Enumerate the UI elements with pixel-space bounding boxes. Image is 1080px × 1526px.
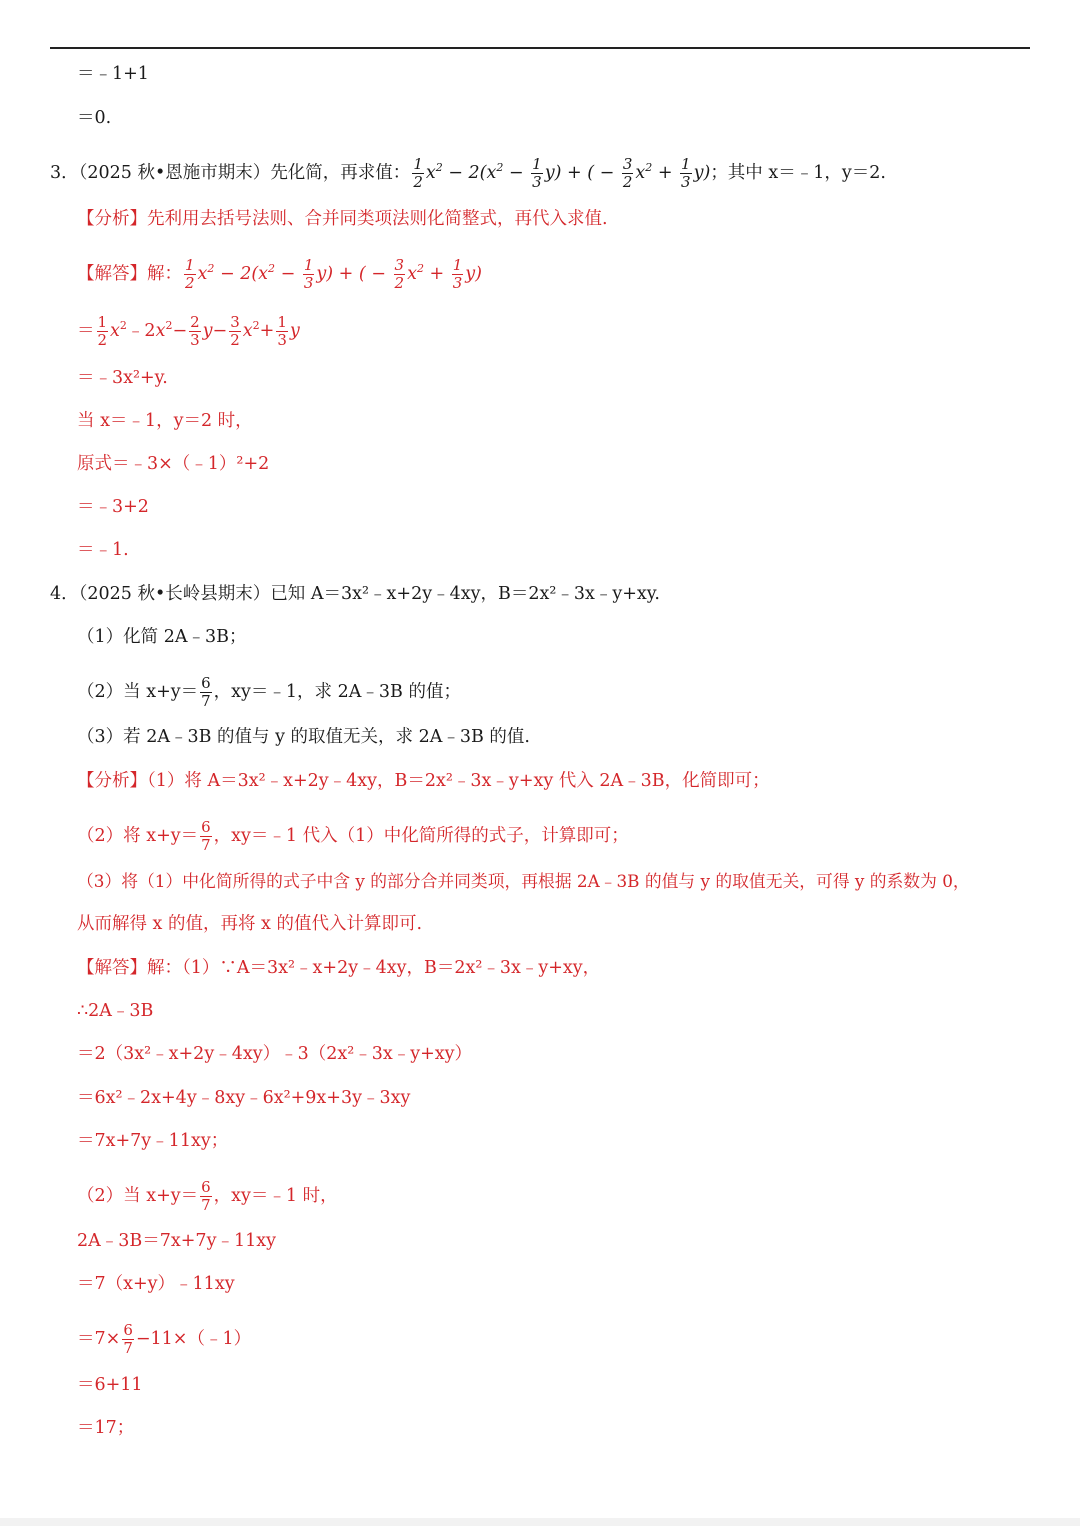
prev-result-line: ＝0. [77, 108, 112, 128]
q4-solution-1-text: 解：（1）∵A＝3x²﹣x+2y﹣4xy，B＝2x²﹣3x﹣y+xy， [147, 958, 601, 978]
q4-stem [50, 582, 660, 606]
q4-analysis-2-pre: （2）将 x+y＝ [77, 826, 199, 846]
q3-source: （2025 秋•恩施市期末） [78, 163, 271, 183]
q4-part2-pre: （2）当 x+y＝ [77, 682, 199, 702]
q4-part1: （1）化简 2A﹣3B； [77, 627, 247, 647]
q4-number: 4． [50, 584, 79, 604]
q4-analysis-1-text: （1）将 A＝3x²﹣x+2y﹣4xy，B＝2x²﹣3x﹣y+xy 代入 2A﹣3B，化简即可； [147, 771, 770, 791]
q4-solution-2: ∴2A﹣3B [77, 1001, 154, 1021]
q4-solution-5: ＝7x+7y﹣11xy； [77, 1131, 229, 1151]
q4-solution-7: 2A﹣3B＝7x+7y﹣11xy [77, 1231, 276, 1251]
analysis-tag: 【分析】 [77, 209, 147, 229]
q4-analysis-2-post: ，xy＝﹣1 代入（1）中化简所得的式子，计算即可； [213, 826, 629, 846]
q4-solution-9-pre: ＝7× [77, 1329, 121, 1349]
q4-solution-1 [77, 956, 600, 980]
q3-stem-text: 先化简，再求值： [270, 163, 411, 183]
q4-part2-post: ，xy＝﹣1，求 2A﹣3B 的值； [213, 682, 461, 702]
q3-when: 当 x＝﹣1，y＝2 时， [77, 411, 253, 431]
q4-analysis-2: （2）将 x+y＝ $\frac{6}{7}$ ，xy＝﹣1 代入（1）中化简所得的式子，计算即可； [77, 818, 629, 854]
q3-expression: $\frac{1}{2}$ $x^2 - 2(x^2$ − $\frac{1}{3}$ y) + ( − $\frac{3}{2}$ $x^2$ + $\frac{1}{3}$ y) [413, 155, 711, 191]
q3-tail-prefix: ；其中 [710, 163, 769, 183]
q4-analysis-3b: 从而解得 x 的值，再将 x 的值代入计算即可. [77, 914, 423, 934]
q4-analysis-1 [77, 769, 770, 793]
prev-step-line: ＝﹣1+1 [77, 64, 149, 84]
q4-solution-3: ＝2（3x²﹣x+2y﹣4xy）﹣3（2x²﹣3x﹣y+xy） [77, 1044, 473, 1064]
q3-stem [50, 157, 886, 190]
q3-solution-intro: 解： [147, 264, 182, 284]
analysis-tag: 【分析】 [77, 771, 147, 791]
page-bottom-edge [0, 1518, 1080, 1526]
q4-analysis-3: （3）将（1）中化简所得的式子中含 y 的部分合并同类项，再根据 2A﹣3B 的值与 y 的取值无关，可得 y 的系数为 0， [77, 871, 970, 891]
q4-solution-10: ＝6+11 [77, 1375, 143, 1395]
header-rule [50, 47, 1030, 49]
q3-step-result: ＝﹣3x²+y. [77, 368, 168, 388]
q4-solution-4: ＝6x²﹣2x+4y﹣8xy﹣6x²+9x+3y﹣3xy [77, 1088, 411, 1108]
q4-solution-6: （2）当 x+y＝ $\frac{6}{7}$ ，xy＝﹣1 时， [77, 1178, 338, 1214]
q4-part3: （3）若 2A﹣3B 的值与 y 的取值无关，求 2A﹣3B 的值. [77, 727, 530, 747]
q3-original: 原式＝﹣3×（﹣1）²+2 [77, 454, 270, 474]
q4-solution-6-pre: （2）当 x+y＝ [77, 1186, 199, 1206]
solution-tag: 【解答】 [77, 264, 147, 284]
q4-source: （2025 秋•长岭县期末） [78, 584, 271, 604]
q3-tail-values: x＝﹣1，y＝2. [768, 163, 886, 183]
q4-solution-8: ＝7（x+y）﹣11xy [77, 1274, 235, 1294]
q3-number: 3． [50, 163, 79, 183]
q4-solution-6-post: ，xy＝﹣1 时， [213, 1186, 338, 1206]
q4-solution-9: ＝7× $\frac{6}{7}$ −11×（﹣1） [77, 1321, 252, 1357]
q3-solution-start [77, 258, 482, 291]
solution-tag: 【解答】 [77, 958, 147, 978]
q4-stem-text: 已知 A＝3x²﹣x+2y﹣4xy，B＝2x²﹣3x﹣y+xy. [270, 584, 660, 604]
q4-solution-11: ＝17； [77, 1418, 135, 1438]
q4-solution-9-post: −11×（﹣1） [135, 1329, 252, 1349]
q3-step-sum: ＝﹣3+2 [77, 497, 149, 517]
q3-solution-expression: $\frac{1}{2}$ $x^2 - 2(x^2$ − $\frac{1}{3}$ y) + ( − $\frac{3}{2}$ $x^2$ + $\frac{1}{3}$ y) [185, 256, 482, 292]
q3-analysis-text: 先利用去括号法则、合并同类项法则化简整式，再代入求值. [147, 209, 608, 229]
q4-part2: （2）当 x+y＝ $\frac{6}{7}$ ，xy＝﹣1，求 2A﹣3B 的值； [77, 674, 461, 710]
q3-analysis [77, 207, 608, 231]
q3-final: ＝﹣1. [77, 540, 129, 560]
q3-step-expand: ＝ $\frac{1}{2}$ $x^2﹣2x^2-$ $\frac{2}{3}$ y− $\frac{3}{2}$ $x^2+$ $\frac{1}{3}$ y [77, 313, 300, 349]
